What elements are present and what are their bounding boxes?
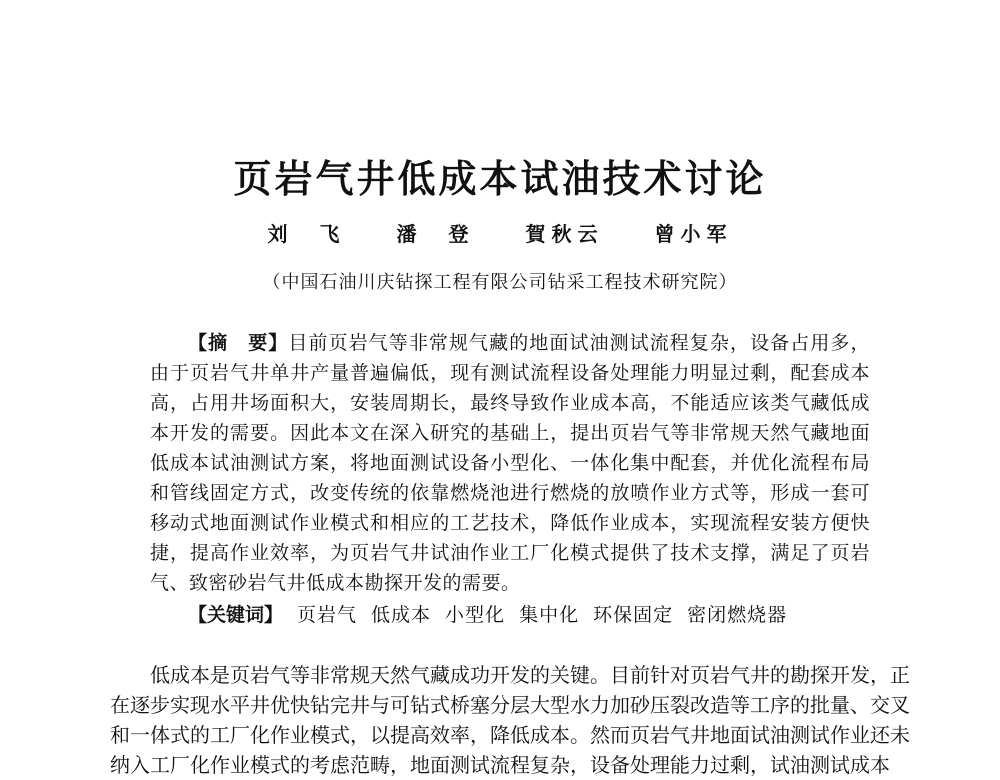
body-paragraph: 低成本是页岩气等非常规天然气藏成功开发的关键。目前针对页岩气井的勘探开发，正在逐步实现水平井优快钻完井与可钻式桥塞分层大型水力加砂压裂改造等工序的批量、交叉和一体式的工厂化作业模式，以提高效率，降低成本。然而页岩气井地面试油测试作业还未纳入工厂化作业模式的考虑范畴，地面测试流程复杂，设备处理能力过剩，试油测试成本 — [110, 663, 910, 777]
abstract — [150, 328, 870, 598]
keywords-label: 【关键词】 — [188, 604, 284, 626]
author-list — [0, 218, 1000, 247]
author-name: 潘 登 — [396, 222, 475, 246]
abstract-label: 【摘 要】 — [188, 332, 289, 354]
abstract-text: 目前页岩气等非常规气藏的地面试油测试流程复杂，设备占用多，由于页岩气井单井产量普遍偏低，现有测试流程设备处理能力明显过剩，配套成本高，占用井场面积大，安装周期长，最终导致作业成本高，不能适应该类气藏低成本开发的需要。因此本文在深入研究的基础上，提出页岩气等非常规天然气藏地面低成本试油测试方案，将地面测试设备小型化、一体化集中配套，并优化流程布局和管线固定方式，改变传统的依靠燃烧池进行燃烧的放喷作业方式等，形成一套可移动式地面测试作业模式和相应的工艺技术，降低作业成本，实现流程安装方便快捷，提高作业效率，为页岩气井试油作业工厂化模式提供了技术支撑，满足了页岩气、致密砂岩气井低成本勘探开发的需要。 — [150, 332, 870, 594]
keyword: 密闭燃烧器 — [687, 604, 788, 626]
keyword: 小型化 — [445, 604, 506, 626]
author-name: 刘 飞 — [267, 222, 346, 246]
author-name: 賀秋云 — [525, 222, 604, 246]
keyword: 页岩气 — [297, 604, 358, 626]
keyword: 低成本 — [371, 604, 432, 626]
keyword: 集中化 — [519, 604, 580, 626]
affiliation: （中国石油川庆钻探工程有限公司钻采工程技术研究院） — [262, 272, 738, 293]
keywords-line — [188, 600, 888, 630]
paper-title: 页岩气井低成本试油技术讨论 — [233, 157, 767, 201]
author-name: 曾小军 — [654, 222, 733, 246]
keyword: 环保固定 — [593, 604, 674, 626]
